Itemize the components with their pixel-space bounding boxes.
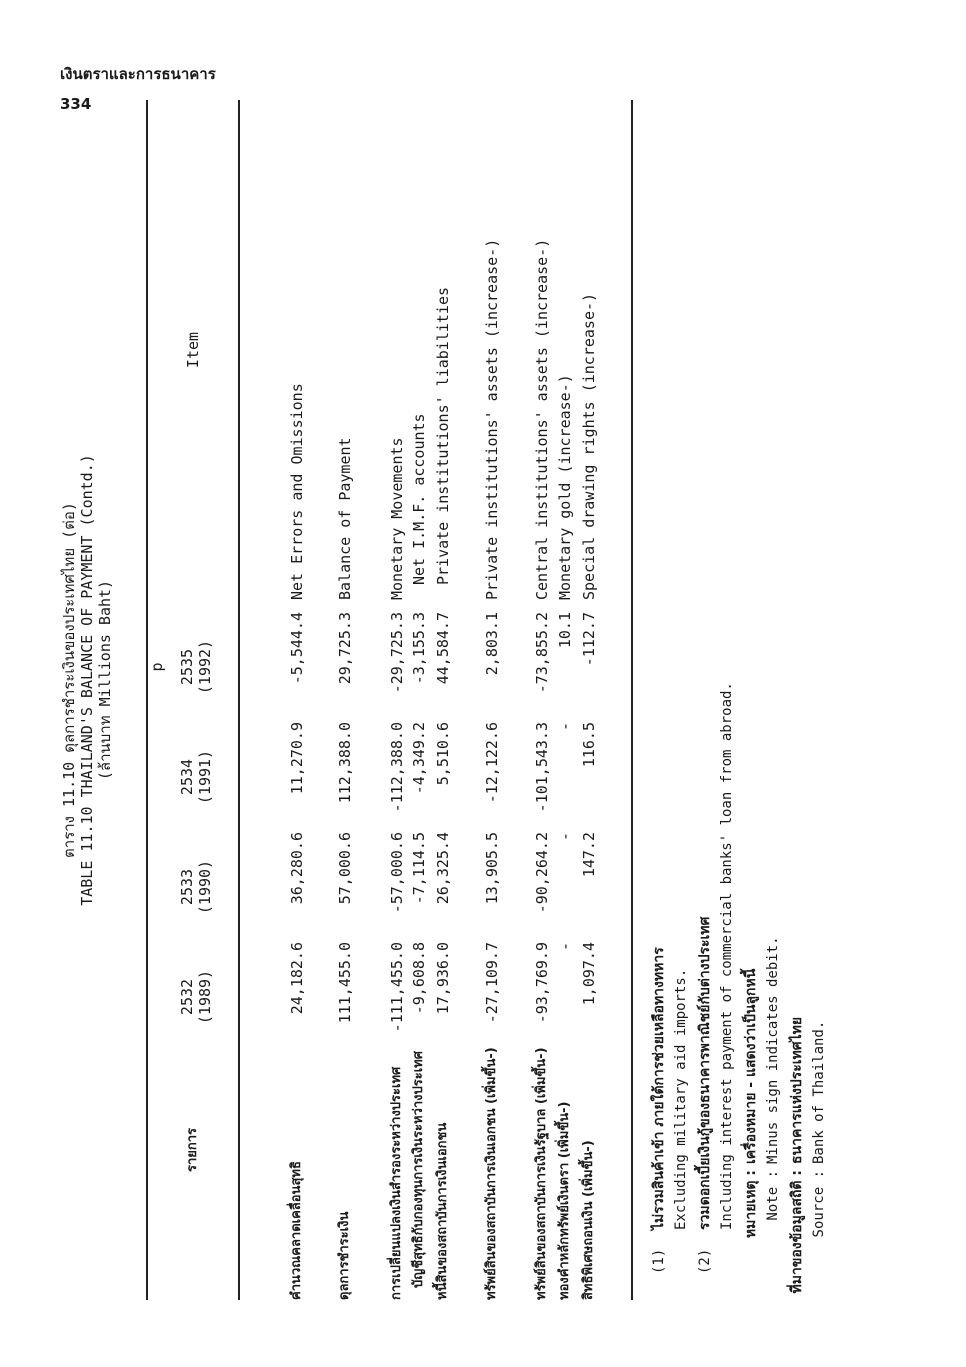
cell-value: -57,000.6: [388, 832, 406, 914]
row-label-en: Net I.M.F. accounts: [410, 413, 428, 585]
row-label-th: ทองคำหลักทรัพย์เงินตรา (เพิ่มขึ้น-): [557, 1101, 572, 1300]
table-unit: (ล้านบาท Millions Baht): [96, 579, 114, 781]
note-label-th: หมายเหตุ :: [743, 1170, 759, 1239]
cell-value: -: [556, 942, 574, 952]
cell-value: -: [556, 722, 574, 732]
row-label-en: Balance of Payment: [336, 437, 354, 600]
year-be: 2534: [178, 758, 196, 796]
row-label-en: Special drawing rights (increase-): [580, 292, 598, 600]
footnote-en: Including interest payment of commercial banks' loan from abroad.: [719, 682, 735, 1230]
cell-value: -93,769.9: [533, 942, 551, 1024]
cell-value: -101,543.3: [533, 722, 551, 813]
row-label-th: การเปลี่ยนแปลงเงินสำรองระหว่างประเทศ: [389, 1066, 404, 1300]
row-label-th: ทรัพย์สินของสถาบันการเงินรัฐบาล (เพิ่มขึ้น-): [534, 1047, 549, 1300]
cell-value: 111,455.0: [336, 942, 354, 1024]
row-label-en: Private institutions' liabilities: [434, 286, 452, 585]
cell-value: -5,544.4: [288, 612, 306, 685]
cell-value: 1,097.4: [580, 942, 598, 1006]
source-text-en: Bank of Thailand.: [811, 1020, 827, 1164]
cell-value: 24,182.6: [288, 942, 306, 1015]
col-item-en: Item: [184, 331, 202, 369]
cell-value: -: [556, 832, 574, 842]
cell-value: -4,349.2: [410, 722, 428, 795]
footnote-mark: (2): [697, 1248, 713, 1274]
year-be: 2535: [178, 648, 196, 686]
year-ce: (1992): [196, 639, 214, 695]
cell-value: -7,114.5: [410, 832, 428, 905]
row-label-th: บัญชีสุทธิกับกองทุนการเงินระหว่างประเทศ: [411, 1051, 426, 1288]
row-label-th: ดุลการชำระเงิน: [337, 1211, 352, 1300]
table-title-en: TABLE 11.10 THAILAND'S BALANCE OF PAYMENT (Contd.): [78, 454, 96, 906]
note-text-th: เครื่องหมาย - แสดงว่าเป็นลูกหนี้: [743, 968, 759, 1164]
year-be: 2532: [178, 978, 196, 1016]
note-text-en: Minus sign indicates debit.: [765, 936, 781, 1164]
year-ce: (1991): [196, 749, 214, 805]
footnote-th: ไม่รวมสินค้าเข้า ภายใต้การช่วยเหลือทางทหาร: [651, 947, 667, 1230]
cell-value: -73,855.2: [533, 612, 551, 694]
cell-value: 26,325.4: [434, 832, 452, 905]
cell-value: 5,510.6: [434, 722, 452, 786]
footnote-mark: (1): [651, 1248, 667, 1274]
cell-value: -12,122.6: [483, 722, 501, 804]
cell-value: -27,109.7: [483, 942, 501, 1024]
cell-value: -9,608.8: [410, 942, 428, 1015]
row-label-th: คำนวณคลาดเคลื่อนสุทธิ: [289, 1161, 304, 1300]
cell-value: 17,936.0: [434, 942, 452, 1015]
footnote-en: Excluding military aid imports.: [673, 968, 689, 1230]
cell-value: 2,803.1: [483, 612, 501, 676]
row-label-en: Net Errors and Omissions: [288, 383, 306, 600]
col-item-th: รายการ: [185, 1127, 200, 1173]
source-label-th: ที่มาของข้อมูลสถิติ :: [789, 1170, 805, 1294]
cell-value: 10.1: [556, 612, 574, 649]
table-title-th: ตาราง 11.10 ดุลการชำระเงินของประเทศไทย (ต่อ): [60, 502, 78, 858]
source-label-en: Source :: [811, 1170, 827, 1238]
table-bottom-rule: [631, 100, 633, 1300]
cell-value: 57,000.6: [336, 832, 354, 905]
table-header-rule: [238, 100, 240, 1300]
cell-value: 147.2: [580, 832, 598, 878]
cell-value: -3,155.3: [410, 612, 428, 685]
cell-value: -90,264.2: [533, 832, 551, 914]
footnote-th: รวมดอกเบี้ยเงินกู้ของธนาคารพาณิชย์กับต่างประเทศ: [697, 916, 713, 1230]
row-label-en: Monetary gold (increase-): [556, 374, 574, 600]
preliminary-mark: p: [148, 662, 166, 672]
row-label-en: Central institutions' assets (increase-): [533, 238, 551, 600]
cell-value: 29,725.3: [336, 612, 354, 685]
year-ce: (1990): [196, 859, 214, 915]
cell-value: -29,725.3: [388, 612, 406, 694]
cell-value: -112,388.0: [388, 722, 406, 813]
source-text-th: ธนาคารแห่งประเทศไทย: [789, 1016, 805, 1164]
cell-value: 11,270.9: [288, 722, 306, 795]
cell-value: 13,905.5: [483, 832, 501, 905]
cell-value: 112,388.0: [336, 722, 354, 804]
year-ce: (1989): [196, 969, 214, 1025]
book-title: เงินตราและการธนาคาร: [60, 65, 216, 83]
cell-value: -112.7: [580, 612, 598, 667]
page-number: 334: [60, 95, 92, 113]
cell-value: 36,280.6: [288, 832, 306, 905]
row-label-th: ทรัพย์สินของสถาบันการเงินเอกชน (เพิ่มขึ้น-): [484, 1047, 499, 1300]
row-label-th: สิทธิพิเศษถอนเงิน (เพิ่มขึ้น-): [581, 1140, 596, 1300]
cell-value: 44,584.7: [434, 612, 452, 685]
cell-value: -111,455.0: [388, 942, 406, 1033]
row-label-en: Private institutions' assets (increase-): [483, 238, 501, 600]
row-label-en: Monetary Movements: [388, 437, 406, 600]
row-label-th: หนี้สินของสถาบันการเงินเอกชน: [435, 1122, 450, 1300]
year-be: 2533: [178, 868, 196, 906]
cell-value: 116.5: [580, 722, 598, 768]
note-label-en: Note :: [765, 1170, 781, 1221]
